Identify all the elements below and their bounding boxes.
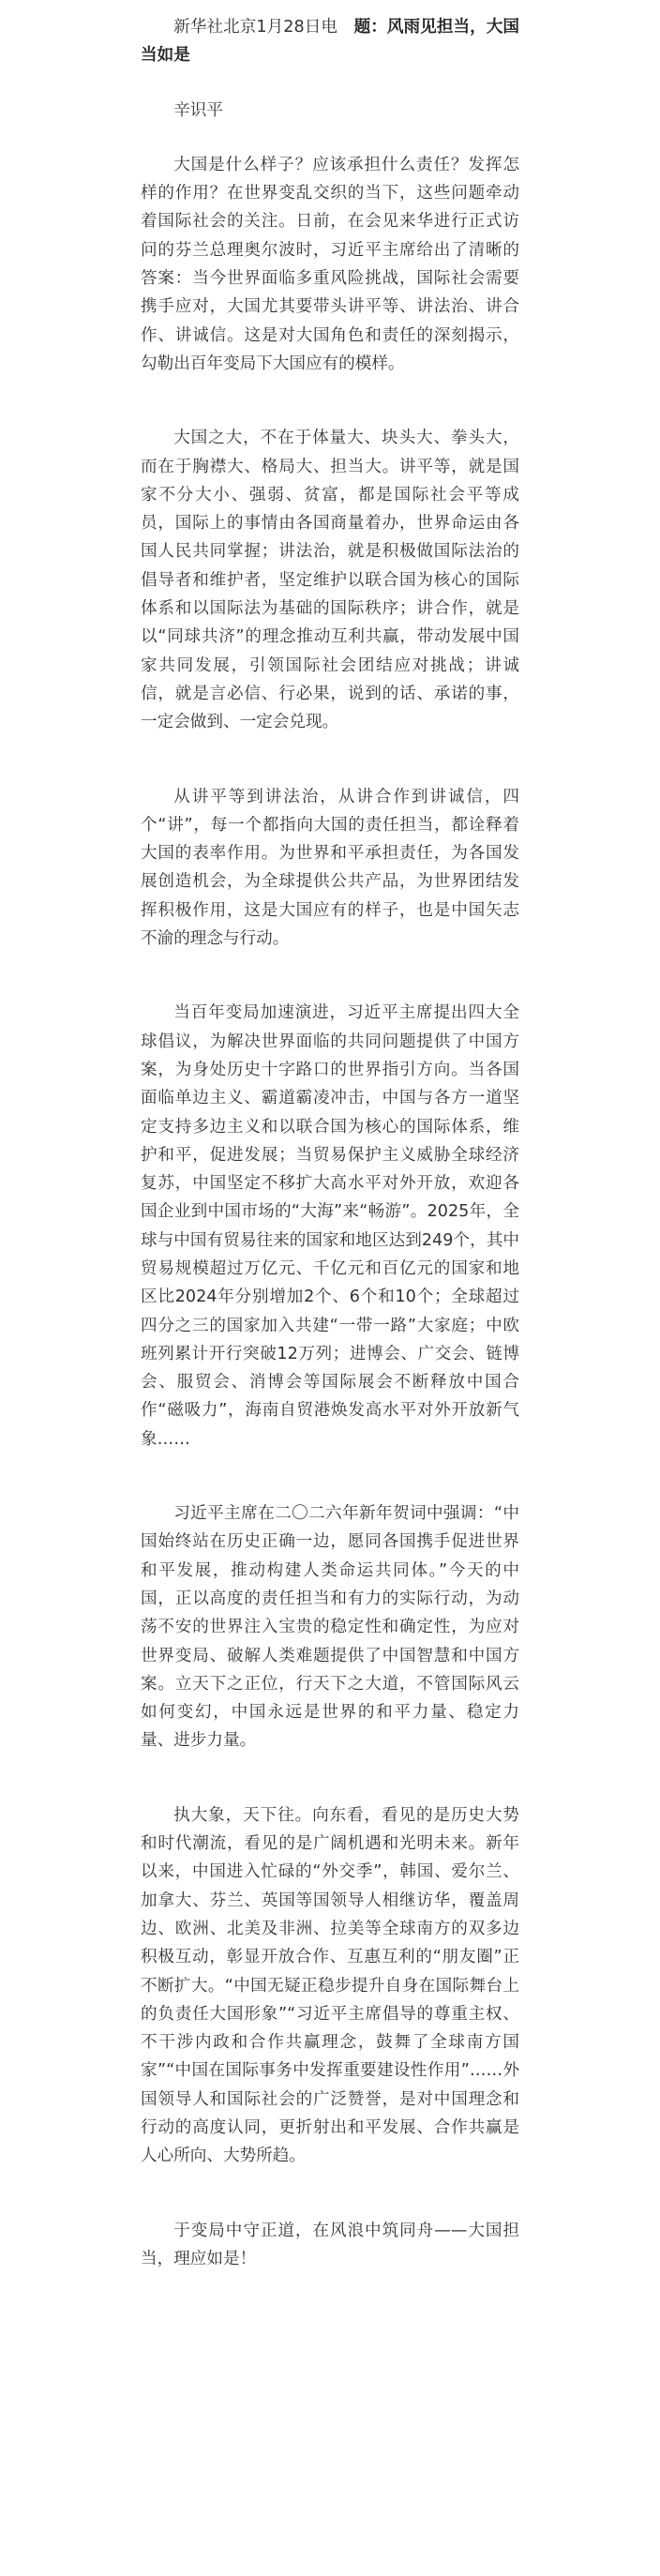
body-paragraph-3: 从讲平等到讲法治，从讲合作到讲诚信，四个“讲”，每一个都指向大国的责任担当，都诠释着大国的表率作用。为世界和平承担责任，为各国发展创造机会，为全球提供公共产品，为世界团结发挥积极作用，这是大国应有的样子，也是中国矢志不渝的理念与行动。 (141, 787, 519, 949)
lead-paragraph (141, 13, 519, 70)
dateline: 新华社北京1月28日电 (173, 18, 354, 37)
author-byline: 辛识平 (173, 100, 223, 120)
body-paragraph-2: 大国之大，不在于体量大、块头大、拳头大，而在于胸襟大、格局大、担当大。讲平等，就是国家不分大小、强弱、贫富，都是国际社会平等成员，国际上的事情由各国商量着办，世界命运由各国人民共同掌握；讲法治，就是积极做国际法治的倡导者和维护者，坚定维护以联合国为核心的国际体系和以国际法为基础的国际秩序；讲合作，就是以“同球共济”的理念推动互利共赢，带动发展中国家共同发展，引领国际社会团结应对挑战；讲诚信，就是言必信、行必果，说到的话、承诺的事，一定会做到、一定会兑现。 (141, 429, 519, 732)
body-paragraph-1: 大国是什么样子？应该承担什么责任？发挥怎样的作用？在世界变乱交织的当下，这些问题牵动着国际社会的关注。日前，在会见来华进行正式访问的芬兰总理奥尔波时，习近平主席给出了清晰的答案：当今世界面临多重风险挑战，国际社会需要携手应对，大国尤其要带头讲平等、讲法治、讲合作、讲诚信。这是对大国角色和责任的深刻揭示，勾勒出百年变局下大国应有的模样。 (141, 155, 519, 373)
closing-paragraph: 于变局中守正道，在风浪中筑同舟——大国担当，理应如是！ (141, 2221, 519, 2268)
headline: 题：风雨见担当，大国当如是 (141, 18, 519, 66)
body-paragraph-5: 习近平主席在二〇二六年新年贺词中强调：“中国始终站在历史正确一边，愿同各国携手促进世界和平发展，推动构建人类命运共同体。”今天的中国，正以高度的责任担当和有力的实际行动，为动荡不安的世界注入宝贵的稳定性和确定性，为应对世界变局、破解人类难题提供了中国智慧和中国方案。立天下之正位，行天下之大道，不管国际风云如何变幻，中国永远是世界的和平力量、稳定力量、进步力量。 (141, 1504, 519, 1751)
body-paragraph-6: 执大象，天下往。向东看，看见的是历史大势和时代潮流，看见的是广阔机遇和光明未来。新年以来，中国进入忙碌的“外交季”，韩国、爱尔兰、加拿大、芬兰、英国等国领导人相继访华，覆盖周边、欧洲、北美及非洲、拉美等全球南方的双多边积极互动，彰显开放合作、互惠互利的“朋友圈”正不断扩大。“中国无疑正稳步提升自身在国际舞台上的负责任大国形象”“习近平主席倡导的尊重主权、不干涉内政和合作共赢理念，鼓舞了全球南方国家”“中国在国际事务中发挥重要建设性作用”……外国领导人和国际社会的广泛赞誉，是对中国理念和行动的高度认同，更折射出和平发展、合作共赢是人心所向、大势所趋。 (141, 1805, 519, 2166)
body-paragraph-4: 当百年变局加速演进，习近平主席提出四大全球倡议，为解决世界面临的共同问题提供了中国方案，为身处历史十字路口的世界指引方向。当各国面临单边主义、霸道霸凌冲击，中国与各方一道坚定支持多边主义和以联合国为核心的国际体系，维护和平，促进发展；当贸易保护主义威胁全球经济复苏，中国坚定不移扩大高水平对外开放，欢迎各国企业到中国市场的“大海”来“畅游”。2025年，全球与中国有贸易往来的国家和地区达到249个，其中贸易规模超过万亿元、千亿元和百亿元的国家和地区比2024年分别增加2个、6个和10个；全球超过四分之三的国家加入共建“一带一路”大家庭；中欧班列累计开行突破12万列；进博会、广交会、链博会、服贸会、消博会等国际展会不断释放中国合作“磁吸力”，海南自贸港焕发高水平对外开放新气象…… (141, 1003, 519, 1449)
